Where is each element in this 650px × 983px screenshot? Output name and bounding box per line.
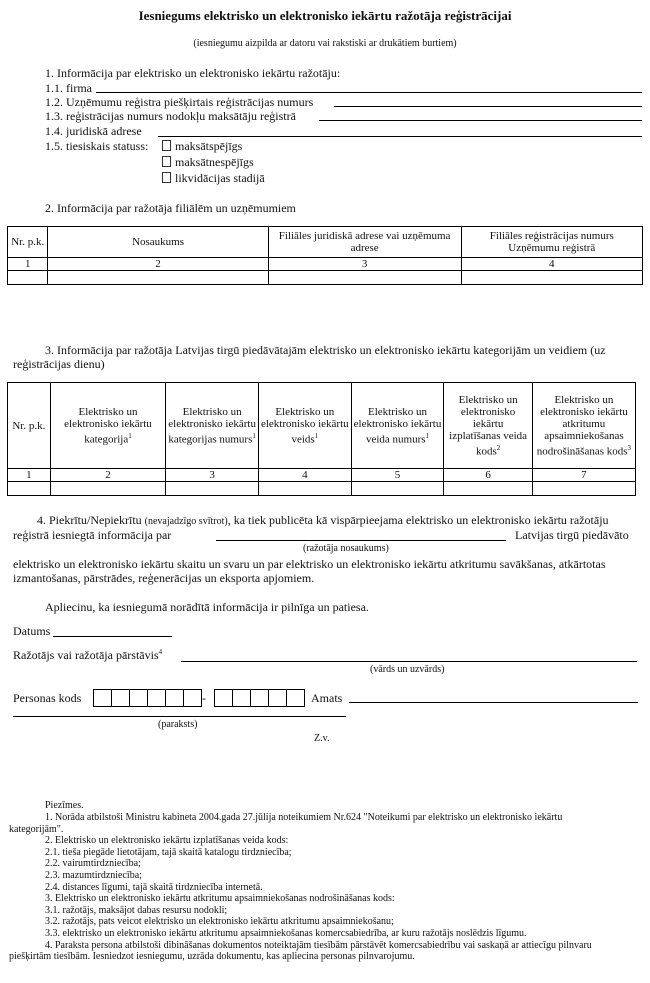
column-number: 3 [166, 469, 259, 482]
legal-address-field[interactable] [158, 136, 642, 137]
column-number: 3 [268, 258, 461, 271]
table-cell[interactable] [8, 271, 48, 285]
section3-heading-cont: reģistrācijas dienu) [13, 357, 105, 371]
status-option-insolvent[interactable]: maksātnespējīgs [162, 155, 254, 170]
header-cell: Elektrisko un elektronisko iekārtu veida numurs$^1$ [351, 383, 444, 469]
checkbox-icon[interactable] [162, 156, 171, 167]
notes-title: Piezīmes. [45, 800, 84, 811]
position-label: Amats [311, 691, 343, 705]
header-cell: Elektrisko un elektronisko iekārtu kategorija$^1$ [50, 383, 166, 469]
note-line: 2. Elektrisko un elektronisko iekārtu izplatīšanas veida kods: [45, 835, 289, 847]
personal-code-part2[interactable] [214, 689, 304, 707]
consent-line-3: elektrisko un elektronisko iekārtu skaitu un svaru un par elektrisko un elektronisko iekārtu atkritumu savākšanas, atkārtotas [13, 557, 606, 571]
section3-heading: 3. Informācija par ražotāja Latvijas tirgū piedāvātajām elektrisko un elektronisko iekārtu kategorijām un veidiem (uz [45, 343, 606, 357]
table-cell[interactable] [351, 482, 444, 496]
document-subtitle: (iesniegumu aizpilda ar datoru vai rakstiski ar drukātiem burtiem) [193, 38, 457, 49]
table-cell[interactable] [532, 482, 635, 496]
status-option-liquidation[interactable]: likvidācijas stadijā [162, 171, 265, 186]
note-line: 2.4. distances līgumi, tajā skaitā tirdzniecība internetā. [45, 881, 263, 893]
header-cell: Elektrisko un elektronisko iekārtu kategorijas numurs$^1$ [166, 383, 259, 469]
producer-name-caption: (ražotāja nosaukums) [303, 543, 389, 554]
note-line: 3.2. ražotājs, pats veicot elektrisko un elektronisko iekārtu atkritumu apsaimniekošanu; [45, 916, 394, 928]
table-cell[interactable] [268, 271, 461, 285]
reg-number-field[interactable] [334, 106, 642, 107]
name-caption: (vārds un uzvārds) [370, 664, 445, 675]
checkbox-icon[interactable] [162, 140, 171, 151]
header-cell: Nosaukums [48, 227, 268, 258]
note-line: 1. Norāda atbilstoši Ministru kabineta 2004.gada 27.jūlija noteikumiem Nr.624 "Noteikumi par elektrisko un elektronisko iekārtu [45, 812, 563, 823]
column-number: 2 [50, 469, 166, 482]
header-cell: Nr. p.k. [8, 383, 51, 469]
header-cell: Nr. p.k. [8, 227, 48, 258]
legal-address-label: 1.4. juridiskā adrese [45, 124, 142, 138]
representative-label: Ražotājs vai ražotāja pārstāvis$^4$ [13, 648, 163, 662]
producer-name-field[interactable] [216, 540, 506, 541]
section2-heading: 2. Informācija par ražotāja filiālēm un uzņēmumiem [45, 201, 296, 215]
representative-name-field[interactable] [181, 661, 637, 662]
table-cell[interactable] [444, 482, 533, 496]
position-field[interactable] [349, 702, 638, 703]
seal-label: Z.v. [314, 733, 330, 744]
column-number: 4 [461, 258, 642, 271]
note-line: 2.2. vairumtirdzniecība; [45, 858, 141, 870]
tax-number-field[interactable] [319, 120, 642, 121]
firm-label: 1.1. firma [45, 81, 92, 95]
branches-table [7, 226, 643, 285]
note-line: 3. Elektrisko un elektronisko iekārtu atkritumu apsaimniekošanas nodrošināšanas kods: [45, 893, 395, 905]
note-line: 3.3. elektrisko un elektronisko iekārtu atkritumu apsaimniekošanas komercsabiedrība, ar kuru ražotājs noslēdzis līgumu. [45, 927, 527, 939]
column-number: 7 [532, 469, 635, 482]
tax-number-label: 1.3. reģistrācijas numurs nodokļu maksātāju reģistrā [45, 109, 296, 123]
column-number: 1 [8, 469, 51, 482]
legal-status-label: 1.5. tiesiskais statuss: [45, 139, 149, 153]
consent-line-4: izmantošanas, pārstrādes, reģenerācijas un eksporta apjomiem. [13, 571, 315, 585]
consent-line-2-end: Latvijas tirgū piedāvāto [515, 528, 629, 542]
section1-heading: 1. Informācija par elektrisko un elektronisko iekārtu ražotāju: [45, 66, 341, 80]
document-title: Iesniegums elektrisko un elektronisko iekārtu ražotāja reģistrācijai [138, 8, 512, 23]
table-cell[interactable] [258, 482, 351, 496]
consent-line-2-label: reģistrā iesniegtā informācija par [13, 528, 172, 542]
note-line: 3.1. ražotājs, maksājot dabas resursu nodokli; [45, 904, 228, 916]
column-number: 6 [444, 469, 533, 482]
header-cell: Elektrisko un elektronisko iekārtu izplatīšanas veida kods$^2$ [444, 383, 533, 469]
categories-table [7, 382, 636, 496]
table-cell[interactable] [8, 482, 51, 496]
note-line: kategorijām". [9, 823, 64, 835]
firm-field[interactable] [96, 92, 642, 93]
note-line: 4. Paraksta persona atbilstoši dibināšanas dokumentos noteiktajām tiesībām pārstāvēt komercsabiedrību vai saskaņā ar attiecīgu pilnvaru [45, 939, 592, 951]
confirmation-text: Apliecinu, ka iesniegumā norādītā informācija ir pilnīga un patiesa. [45, 600, 369, 614]
personal-code-dash: - [202, 691, 206, 705]
note-line: 2.3. mazumtirdzniecība; [45, 869, 142, 881]
table-cell[interactable] [461, 271, 642, 285]
column-number: 2 [48, 258, 268, 271]
header-cell: Filiāles reģistrācijas numurs Uzņēmumu reģistrā [461, 227, 642, 258]
header-cell: Elektrisko un elektronisko iekārtu veids$^1$ [258, 383, 351, 469]
date-label: Datums [13, 624, 51, 638]
table-cell[interactable] [50, 482, 166, 496]
column-number: 5 [351, 469, 444, 482]
note-line: 2.1. tieša piegāde lietotājam, tajā skaitā katalogu tirdzniecība; [45, 846, 292, 858]
personal-code-label: Personas kods [13, 691, 82, 705]
header-cell: Elektrisko un elektronisko iekārtu atkritumu apsaimniekošanas nodrošināšanas kods$^3$ [532, 383, 635, 469]
signature-field[interactable] [13, 716, 346, 717]
checkbox-icon[interactable] [162, 172, 171, 183]
table-cell[interactable] [166, 482, 259, 496]
note-line: piešķirtām tiesībām. Iesniedzot iesniegumu, uzrāda dokumentu, kas apliecina personas pilnvarojumu. [9, 951, 415, 963]
reg-number-label: 1.2. Uzņēmumu reģistra piešķirtais reģistrācijas numurs [45, 95, 314, 109]
header-cell: Filiāles juridiskā adrese vai uzņēmuma adrese [268, 227, 461, 258]
column-number: 1 [8, 258, 48, 271]
notes-list [9, 812, 644, 963]
date-field[interactable] [53, 636, 172, 637]
personal-code-part1[interactable] [93, 689, 201, 707]
consent-line-1: 4. Piekrītu/Nepiekrītu (nevajadzīgo svītrot), ka tiek publicēta kā vispārpieejama elektrisko un elektronisko iekārtu ražotāju [37, 513, 609, 527]
status-option-solvent[interactable]: maksātspējīgs [162, 139, 242, 154]
signature-caption: (paraksts) [158, 719, 198, 730]
table-cell[interactable] [48, 271, 268, 285]
column-number: 4 [258, 469, 351, 482]
